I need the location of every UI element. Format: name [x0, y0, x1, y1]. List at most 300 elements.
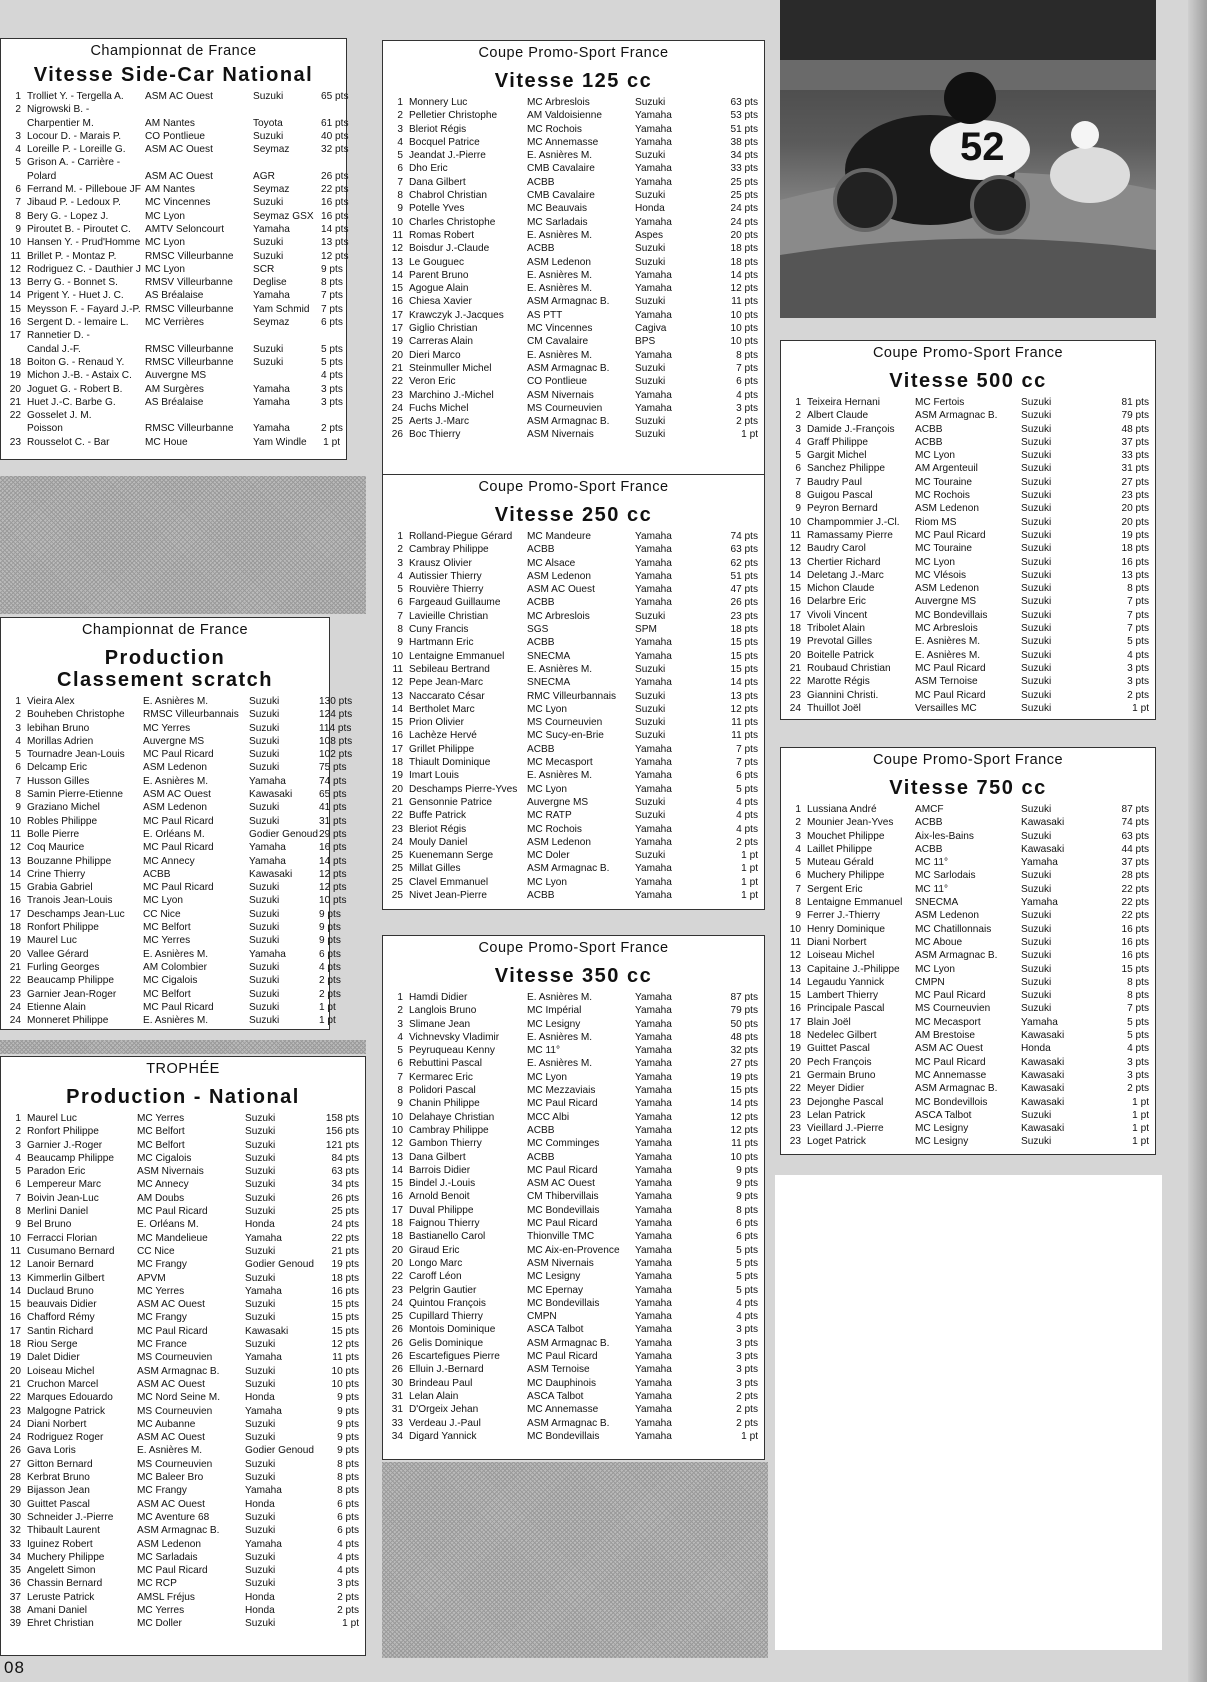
points: 48 pts	[1121, 423, 1149, 435]
rank: 20	[9, 1365, 21, 1377]
rank: 10	[391, 650, 403, 662]
rank: 24	[391, 1297, 403, 1309]
rider-name: Pelgrin Gautier	[409, 1284, 477, 1296]
rank: 4	[397, 570, 403, 582]
rider-name: Verdeau J.-Paul	[409, 1417, 481, 1429]
points: 23 pts	[1121, 490, 1149, 502]
rank: 12	[391, 1138, 403, 1150]
rider-name: Carreras Alain	[409, 336, 473, 348]
rank: 7	[15, 197, 21, 209]
points: 41 pts	[319, 802, 347, 814]
result-row	[389, 690, 758, 703]
make: Suzuki	[253, 91, 284, 102]
make: Yamaha	[1021, 897, 1058, 909]
make: Yamaha	[249, 842, 286, 854]
make: Yamaha	[635, 1098, 672, 1110]
result-row	[7, 974, 341, 987]
rank: 2	[15, 1126, 21, 1138]
points: 15 pts	[1121, 963, 1149, 975]
rider-name: Bouzanne Philippe	[27, 855, 112, 867]
result-row	[787, 989, 1149, 1002]
rider-name: Rodriguez Roger	[27, 1432, 104, 1444]
make: Suzuki	[245, 1551, 276, 1563]
points: 12 pts	[319, 882, 347, 894]
rank: 24	[789, 702, 801, 714]
rank: 12	[391, 677, 403, 689]
rank: 14	[9, 290, 21, 302]
points: 9 pts	[321, 263, 343, 275]
make: Yamaha	[635, 823, 672, 835]
club-name: E. Asnières M.	[915, 636, 981, 648]
rider-name: Tribolet Alain	[807, 623, 865, 635]
section-production-scratch	[0, 617, 353, 1030]
rider-name: Angelett Simon	[27, 1565, 96, 1577]
rank: 23	[391, 1284, 403, 1296]
rank: 10	[789, 516, 801, 528]
rider-name: Kerbrat Bruno	[27, 1472, 90, 1484]
make: Yamaha	[635, 349, 672, 361]
rider-name: Bouheben Christophe	[27, 709, 125, 721]
points: 1 pt	[1132, 1096, 1149, 1108]
result-row	[389, 1310, 758, 1323]
points: 8 pts	[736, 349, 758, 361]
result-row	[7, 422, 343, 435]
points: 31 pts	[1121, 463, 1149, 475]
points: 6 pts	[736, 770, 758, 782]
result-row	[787, 396, 1149, 409]
club-name: MC Sucy-en-Brie	[527, 730, 604, 742]
make: Kawasaki	[1021, 1069, 1065, 1081]
club-name: MC Nord Seine M.	[137, 1392, 221, 1404]
club-name: AMCF	[915, 804, 944, 815]
club-name: ASM Ternoise	[915, 676, 978, 688]
points: 9 pts	[337, 1445, 359, 1457]
rank: 6	[397, 1058, 403, 1070]
club-name: AS Bréalaise	[145, 290, 204, 302]
result-row	[7, 1298, 359, 1311]
result-row	[7, 409, 340, 422]
club-name: MC Baleer Bro	[137, 1472, 204, 1484]
result-row	[389, 557, 758, 570]
section-supertitle: Coupe Promo-Sport France	[478, 45, 669, 61]
rider-name: Iguinez Robert	[27, 1538, 93, 1550]
points: 5 pts	[321, 356, 343, 368]
result-row	[389, 889, 758, 902]
club-name: ASM Nivernais	[527, 1257, 594, 1269]
rider-name: Beaucamp Philippe	[27, 975, 114, 987]
rider-name: Chertier Richard	[807, 556, 881, 568]
club-name: CMPN	[527, 1311, 557, 1323]
points: 34 pts	[730, 150, 758, 162]
make: Suzuki	[245, 1179, 276, 1191]
rider-name: Michon J.-B. - Astaix C.	[27, 370, 132, 382]
club-name: ASM AC Ouest	[137, 1378, 205, 1390]
points: 11 pts	[731, 717, 758, 729]
club-name	[145, 329, 253, 342]
club-name: CC Nice	[137, 1245, 175, 1257]
points: 8 pts	[321, 277, 343, 289]
rank: 19	[391, 336, 403, 348]
result-row	[7, 1498, 359, 1511]
rider-name: Escartefigues Pierre	[409, 1351, 500, 1363]
points: 1 pt	[741, 876, 758, 888]
rider-name: Etienne Alain	[27, 1001, 86, 1013]
club-name: AM Argenteuil	[915, 463, 978, 475]
rider-name: Prigent Y. - Huet J. C.	[27, 290, 124, 302]
make: Cagiva	[635, 323, 667, 335]
rank: 14	[391, 269, 403, 281]
club-name: MS Courneuvien	[137, 1352, 213, 1364]
rider-name: Aerts J.-Marc	[409, 416, 470, 428]
points: 6 pts	[736, 1218, 758, 1230]
result-row	[389, 783, 758, 796]
points: 9 pts	[319, 908, 341, 920]
result-row	[787, 869, 1149, 882]
make: Yamaha	[245, 1352, 282, 1364]
club-name: ACBB	[527, 1124, 555, 1136]
points: 1 pt	[741, 850, 758, 862]
result-row	[389, 149, 758, 162]
result-row	[389, 1190, 758, 1203]
rank: 3	[795, 830, 801, 842]
points: 27 pts	[730, 1058, 758, 1070]
club-name: ASM AC Ouest	[143, 789, 211, 801]
club-name: MC Mandeure	[527, 531, 591, 542]
points: 51 pts	[730, 570, 758, 582]
make: Suzuki	[253, 130, 284, 142]
rider-name: Teixeira Hernani	[807, 397, 880, 408]
club-name: E. Asnières M.	[527, 770, 593, 782]
rider-name: Tranois Jean-Louis	[27, 895, 113, 907]
points: 48 pts	[730, 1031, 758, 1043]
rider-name: Rebuttini Pascal	[409, 1058, 482, 1070]
section-vitesse-750	[780, 747, 1156, 1155]
rank: 7	[15, 775, 21, 787]
make: Yamaha	[253, 290, 290, 302]
rank: 15	[9, 1299, 21, 1311]
club-name: ASM Ledenon	[527, 836, 591, 848]
make: Kawasaki	[1021, 1096, 1065, 1108]
rank	[7, 117, 27, 130]
rider-name: Sergent D. - lemaire L.	[27, 317, 129, 329]
points: 13 pts	[321, 237, 349, 249]
result-row	[389, 703, 758, 716]
club-name: MC Sarladais	[527, 216, 588, 228]
rank: 7	[795, 883, 801, 895]
rider-name: Paradon Eric	[27, 1166, 86, 1178]
rank: 9	[15, 223, 21, 235]
section-title: Production - National	[66, 1086, 300, 1108]
make: Suzuki	[1021, 543, 1052, 555]
club-name: MC Sarlodais	[915, 870, 976, 882]
rider-name: Grison A. - Carrière -	[27, 157, 121, 169]
rank: 13	[9, 277, 21, 289]
rank: 11	[10, 1245, 21, 1257]
points: 32 pts	[730, 1045, 758, 1057]
rank: 5	[397, 150, 403, 162]
result-row	[389, 1430, 758, 1443]
rider-name: Bleriot Régis	[409, 123, 467, 135]
rank: 6	[15, 1179, 21, 1191]
rank: 16	[789, 596, 801, 608]
result-row	[389, 1284, 758, 1297]
points: 3 pts	[736, 1364, 758, 1376]
make: Yamaha	[635, 1124, 672, 1136]
rider-name: Ferracci Florian	[27, 1232, 98, 1244]
make: Yamaha	[635, 1337, 672, 1349]
points: 121 pts	[325, 1139, 359, 1151]
make: Seymaz GSX	[253, 210, 314, 222]
club-name: MC Aventure 68	[137, 1511, 210, 1523]
rank: 3	[795, 423, 801, 435]
make: Kawasaki	[249, 789, 293, 801]
points: 10 pts	[730, 323, 758, 335]
club-name: MC Paul Ricard	[915, 662, 986, 674]
points: 4 pts	[337, 1551, 359, 1563]
rank	[7, 422, 27, 435]
result-row	[787, 949, 1149, 962]
result-row	[7, 1378, 359, 1391]
club-name: MC Yerres	[143, 722, 191, 734]
rider-name: Amani Daniel	[27, 1604, 88, 1616]
rider-name: Bleriot Régis	[409, 823, 467, 835]
club-name: AM Brestoise	[915, 1030, 976, 1042]
make: Toyota	[253, 117, 283, 129]
result-row	[389, 1124, 758, 1137]
club-name: MC Doller	[137, 1618, 182, 1630]
rider-name: Lelan Alain	[409, 1390, 459, 1402]
rider-name: Delahaye Christian	[409, 1111, 495, 1123]
club-name: MC Beauvais	[527, 203, 588, 215]
make: Suzuki	[1021, 830, 1052, 842]
rider-name: Steinmuller Michel	[409, 362, 492, 374]
club-name: MC Epernay	[527, 1284, 584, 1296]
make: Suzuki	[245, 1618, 276, 1630]
rank: 8	[397, 190, 403, 202]
rank: 26	[391, 1364, 403, 1376]
club-name: MC Paul Ricard	[137, 1325, 208, 1337]
rider-name: Brillet P. - Montaz P.	[27, 250, 117, 262]
make: Yamaha	[635, 890, 672, 902]
make: Suzuki	[245, 1525, 276, 1537]
club-name: APVM	[137, 1272, 166, 1284]
rank: 16	[391, 296, 403, 308]
rank: 5	[15, 1166, 21, 1178]
points: 63 pts	[730, 97, 758, 108]
club-name: MC Arbreslois	[527, 97, 590, 108]
club-name: MC Aubanne	[137, 1418, 196, 1430]
rider-name: Huet J.-C. Barbe G.	[27, 396, 116, 408]
club-name: ASM Nivernais	[137, 1166, 204, 1178]
club-name: ASM AC Ouest	[527, 584, 595, 596]
rider-name: Vallee Gérard	[27, 948, 89, 960]
rank: 14	[789, 569, 801, 581]
rank: 18	[9, 1339, 21, 1351]
make: Honda	[1021, 1043, 1051, 1055]
make: Suzuki	[245, 1152, 276, 1164]
points: 63 pts	[1121, 830, 1149, 842]
section-sidecar	[0, 38, 347, 460]
club-name: MC Doler	[527, 850, 570, 862]
make: Yamaha	[635, 1178, 672, 1190]
rank: 18	[391, 1231, 403, 1243]
club-name: MC Frangy	[137, 1485, 187, 1497]
result-row	[7, 356, 343, 369]
club-name: MC Arbreslois	[915, 623, 978, 635]
result-row	[787, 649, 1149, 662]
make: Suzuki	[635, 150, 666, 162]
points: 5 pts	[736, 1244, 758, 1256]
rider-name: Gambon Thierry	[409, 1138, 482, 1150]
result-row	[7, 196, 349, 209]
result-row	[7, 1365, 359, 1378]
club-name: ASM Ledenon	[915, 583, 979, 595]
result-row	[7, 103, 340, 116]
result-row	[787, 635, 1149, 648]
rider-name: Riou Serge	[27, 1339, 78, 1351]
rank: 17	[9, 908, 21, 920]
result-row	[787, 936, 1149, 949]
club-name: ASM Armagnac B.	[915, 1083, 998, 1095]
rank: 23	[789, 1136, 801, 1148]
result-row	[7, 156, 340, 169]
rank: 18	[391, 757, 403, 769]
result-row	[7, 1178, 359, 1191]
result-row	[7, 855, 347, 868]
points: 18 pts	[730, 624, 758, 636]
result-row	[7, 1325, 359, 1338]
result-row	[389, 1071, 758, 1084]
make	[253, 156, 321, 169]
make: Yamaha	[635, 309, 672, 321]
club-name: E. Orléans M.	[143, 828, 205, 840]
points: 87 pts	[1121, 804, 1149, 815]
rank: 2	[15, 709, 21, 721]
rider-name: Samin Pierre-Etienne	[27, 789, 123, 801]
rank: 1	[397, 97, 403, 108]
make: Suzuki	[1021, 1109, 1052, 1121]
club-name: MC Belfort	[143, 922, 191, 934]
rider-name: lebihan Bruno	[27, 722, 90, 734]
points: 3 pts	[1127, 1069, 1149, 1081]
rider-name: Baudry Carol	[807, 543, 866, 555]
result-row	[389, 1164, 758, 1177]
make: BPS	[635, 336, 656, 348]
club-name: Auvergne MS	[527, 796, 589, 808]
result-row	[787, 609, 1149, 622]
club-name: ASM Ternoise	[527, 1364, 590, 1376]
make: Yamaha	[635, 544, 672, 556]
rider-name: Ramassamy Pierre	[807, 529, 893, 541]
result-row	[7, 143, 349, 156]
points: 4 pts	[319, 961, 341, 973]
rider-name: Nedelec Gilbert	[807, 1030, 877, 1042]
rank: 19	[9, 935, 21, 947]
make: Yamaha	[635, 570, 672, 582]
rider-name: Chafford Rémy	[27, 1312, 95, 1324]
points: 6 pts	[736, 376, 758, 388]
club-name: Auvergne MS	[145, 370, 207, 382]
rider-name: Graziano Michel	[27, 802, 100, 814]
make: Suzuki	[1021, 963, 1052, 975]
section-supertitle: Coupe Promo-Sport France	[872, 345, 1064, 361]
result-row	[787, 1056, 1149, 1069]
rank: 16	[9, 317, 21, 329]
rider-name: Duval Philippe	[409, 1204, 474, 1216]
club-name: AM Nantes	[145, 117, 195, 129]
club-name: Auvergne MS	[143, 735, 205, 747]
result-row	[7, 1001, 336, 1014]
club-name: AMTV Seloncourt	[145, 223, 225, 235]
rider-name: Elluin J.-Bernard	[409, 1364, 484, 1376]
points: 3 pts	[736, 402, 758, 414]
make: Suzuki	[635, 416, 666, 428]
result-row	[389, 1230, 758, 1243]
rank: 16	[789, 1003, 801, 1015]
rank: 9	[795, 503, 801, 515]
points: 114 pts	[319, 722, 352, 734]
club-name: ASM Armagnac B.	[527, 416, 610, 428]
make: Suzuki	[249, 908, 280, 920]
result-row	[7, 828, 347, 841]
club-name: MC Yerres	[137, 1285, 185, 1297]
rank: 18	[9, 922, 21, 934]
points: 3 pts	[736, 1377, 758, 1389]
rider-name: Faignou Thierry	[409, 1218, 480, 1230]
points: 33 pts	[1121, 450, 1149, 462]
points: 5 pts	[736, 783, 758, 795]
rider-name: Champommier J.-Cl.	[807, 516, 900, 528]
club-name: AM Nantes	[145, 184, 195, 196]
rank: 15	[391, 1178, 403, 1190]
club-name: ACBB	[527, 890, 555, 902]
rider-name: Polard	[27, 170, 57, 182]
rider-name: Vichnevsky Vladimir	[409, 1031, 500, 1043]
points: 1 pt	[323, 436, 340, 448]
points: 3 pts	[736, 1324, 758, 1336]
club-name: MC Rochois	[527, 823, 582, 835]
results-list	[7, 695, 353, 1027]
make: Suzuki	[249, 735, 280, 747]
result-row	[7, 1471, 359, 1484]
rider-name: Gosselet J. M.	[27, 410, 92, 422]
rider-name: Baudry Paul	[807, 476, 862, 488]
rank: 34	[9, 1551, 21, 1563]
club-name: MC Lyon	[527, 876, 568, 888]
rank: 25	[391, 876, 403, 888]
rider-name: Guigou Pascal	[807, 490, 873, 502]
rank: 24	[9, 1432, 21, 1444]
page-edge-strip	[1188, 0, 1207, 1682]
make: Yamaha	[245, 1232, 282, 1244]
make: SCR	[253, 263, 275, 275]
points: 8 pts	[337, 1485, 359, 1497]
rank: 10	[789, 923, 801, 935]
rider-name: Locour D. - Marais P.	[27, 130, 122, 142]
result-row	[7, 183, 349, 196]
make: Suzuki	[1021, 910, 1052, 922]
make: Suzuki	[1021, 976, 1052, 988]
make: Yamaha	[635, 1244, 672, 1256]
make: Suzuki	[1021, 529, 1052, 541]
rank: 10	[391, 216, 403, 228]
make: Yamaha	[635, 1404, 672, 1416]
rank: 8	[795, 897, 801, 909]
rider-name: Lentaigne Emmanuel	[807, 897, 903, 909]
make: Yamaha	[635, 283, 672, 295]
points: 1 pt	[741, 890, 758, 902]
club-name: MC Cigalois	[137, 1152, 192, 1164]
